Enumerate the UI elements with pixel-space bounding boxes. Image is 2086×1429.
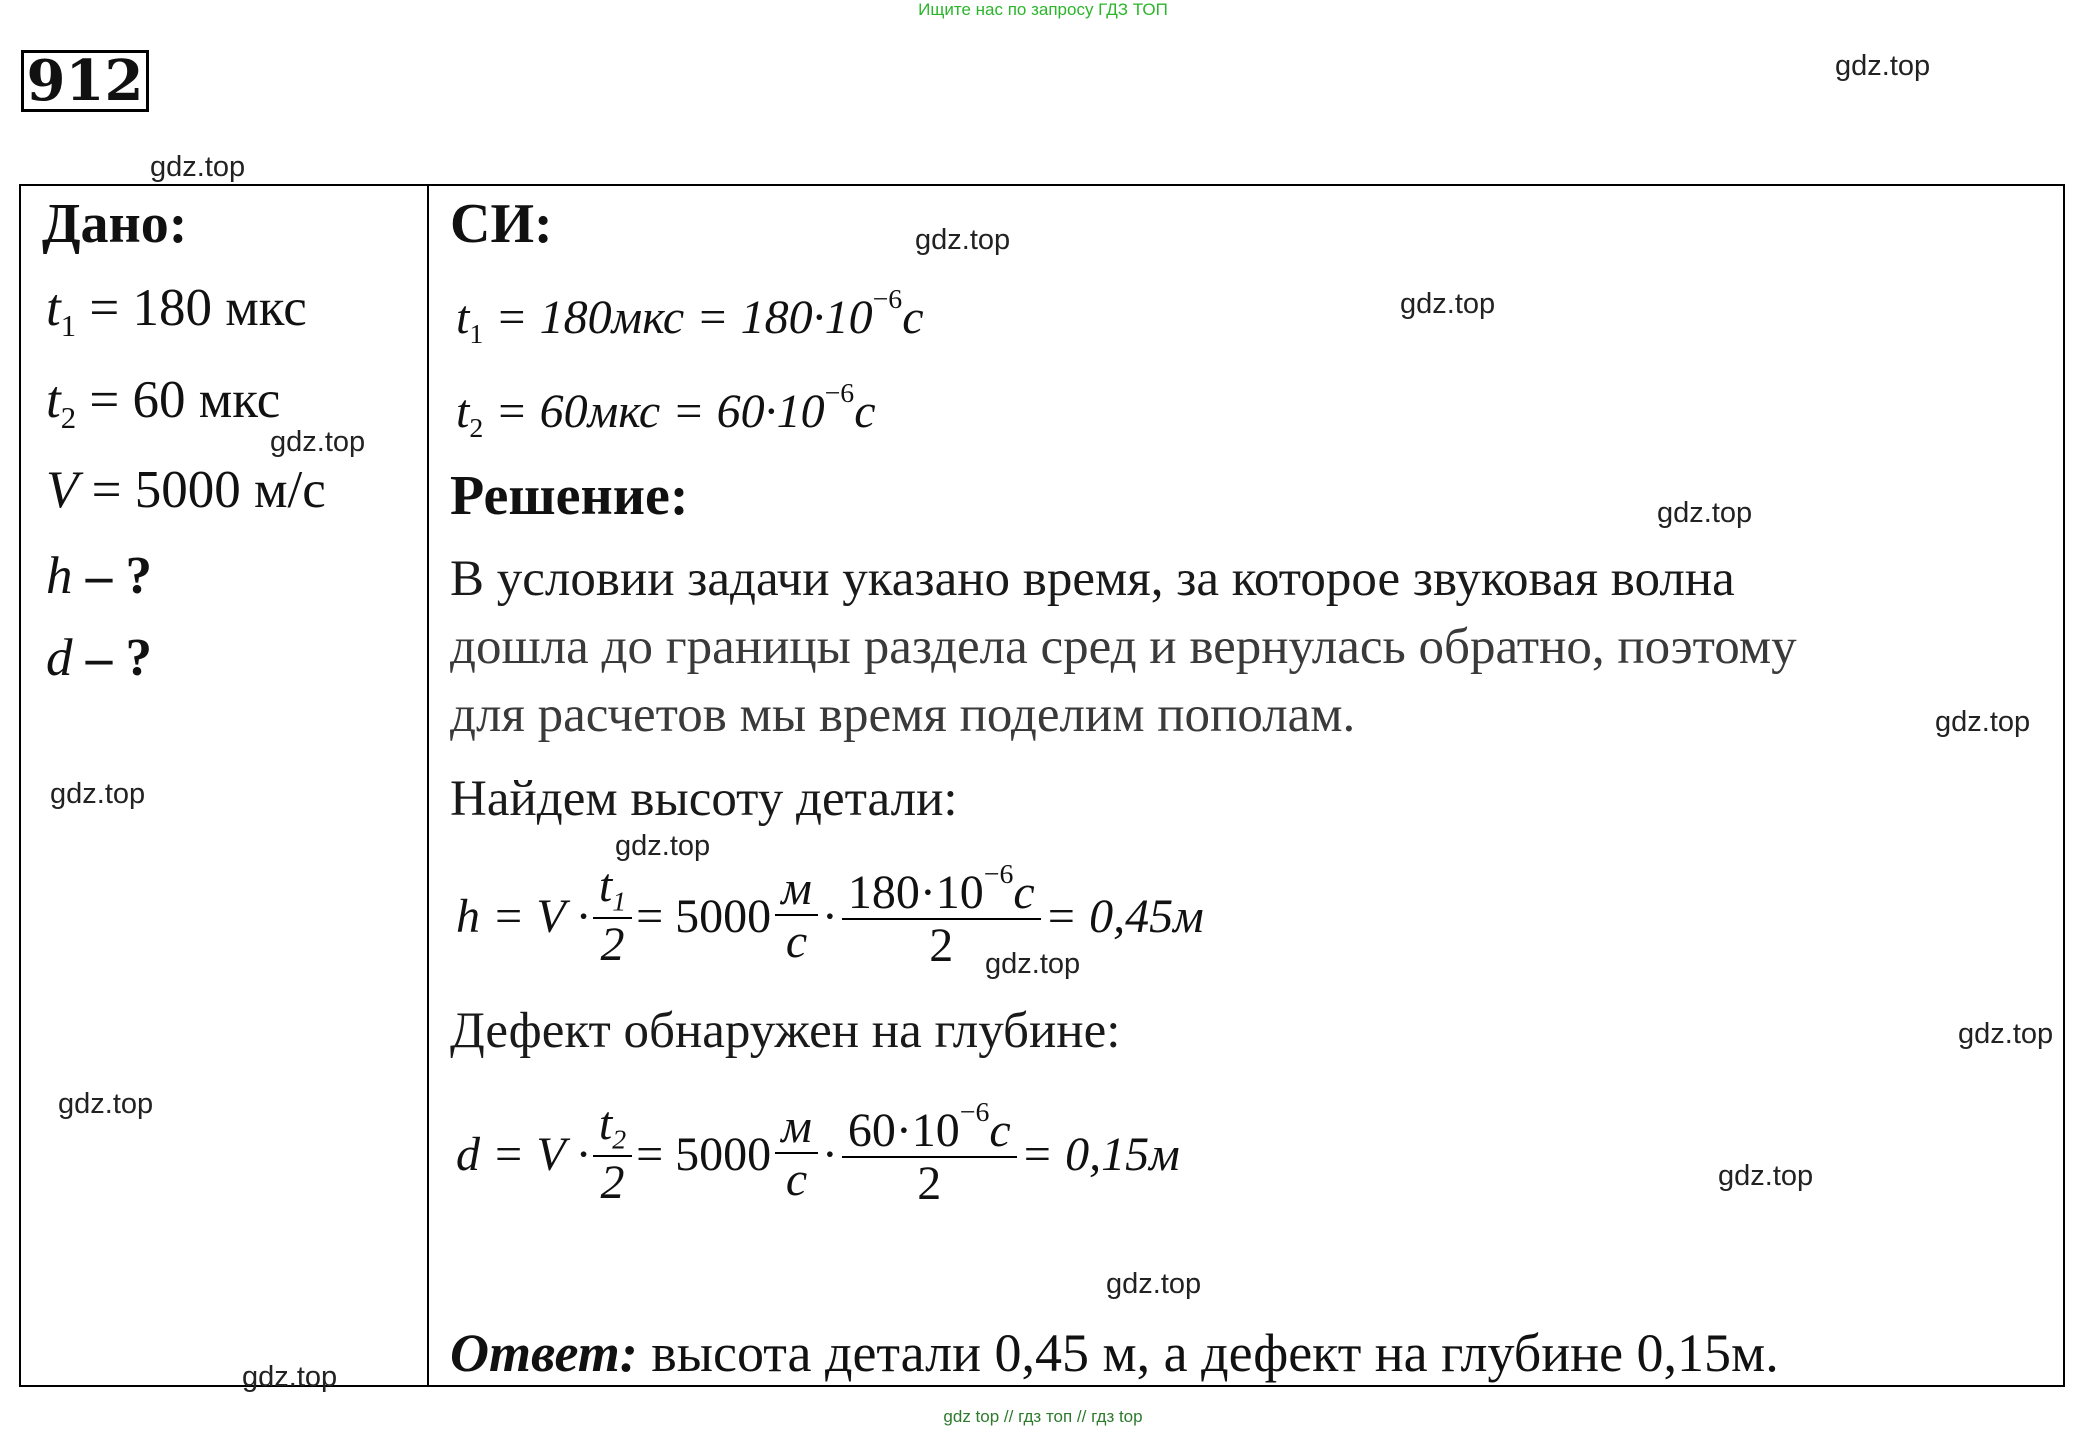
- footer-links: gdz top // гдз топ // гдз top: [943, 1407, 1143, 1426]
- watermark: gdz.top: [985, 948, 1081, 980]
- fraction-time: $\frac{60\cdot 10^{-6}с}{2}$: [842, 1098, 1017, 1211]
- given-d: d – ?: [46, 629, 152, 687]
- si-eq-t1: $t_1 = 180мкс = 180\cdot 10^{-6}с$: [456, 284, 924, 350]
- solution-line-2: дошла до границы раздела сред и вернулась обратно, поэтому: [450, 619, 1797, 675]
- top-banner: Ищите нас по запросу ГДЗ ТОП: [918, 0, 1168, 19]
- watermark: gdz.top: [1835, 50, 1931, 82]
- given-t2: $t_2 = 60$ мкс: [46, 371, 281, 435]
- watermark: gdz.top: [1106, 1268, 1202, 1300]
- fraction-unit: $\frac{м}{с}$: [775, 864, 818, 969]
- si-eq-t2: $t_2 = 60мкс = 60\cdot 10^{-6}с$: [456, 378, 876, 444]
- answer-text: высота детали 0,45 м, а дефект на глубине 0,15м.: [637, 1323, 1779, 1383]
- watermark: gdz.top: [1400, 288, 1496, 320]
- watermark: gdz.top: [50, 778, 146, 810]
- solution-line-3: для расчетов мы время поделим пополам.: [450, 687, 1356, 743]
- task-number: 912: [21, 50, 149, 112]
- solution-line-1: В условии задачи указано время, за которое звуковая волна: [450, 551, 1735, 607]
- formula-height: h = V · $\frac{t_1}{2}$ = 5000 $\frac{м}{с}$ · $\frac{180\cdot 10^{-6}с}{2}$ = 0,45м: [456, 859, 1204, 973]
- formula-depth: d = V · $\frac{t_2}{2}$ = 5000 $\frac{м}{с}$ · $\frac{60\cdot 10^{-6}с}{2}$ = 0,15м: [456, 1097, 1180, 1211]
- watermark: gdz.top: [915, 224, 1011, 256]
- find-height-text: Найдем высоту детали:: [450, 771, 958, 827]
- watermark: gdz.top: [58, 1088, 154, 1120]
- answer-label: Ответ:: [450, 1323, 638, 1383]
- column-divider: [427, 184, 429, 1387]
- given-v: V = 5000 м/с: [46, 461, 326, 519]
- given-h: h – ?: [46, 547, 152, 605]
- solution-header: Решение:: [450, 465, 689, 527]
- given-header: Дано:: [42, 193, 188, 255]
- si-header: СИ:: [450, 193, 553, 255]
- watermark: gdz.top: [270, 426, 366, 458]
- fraction-t2-over-2: $\frac{t_2}{2}$: [593, 1099, 632, 1210]
- watermark: gdz.top: [1657, 497, 1753, 529]
- watermark: gdz.top: [1935, 706, 2031, 738]
- watermark: gdz.top: [615, 830, 711, 862]
- watermark: gdz.top: [150, 151, 246, 183]
- fraction-unit: $\frac{м}{с}$: [775, 1102, 818, 1207]
- watermark: gdz.top: [1958, 1018, 2054, 1050]
- watermark: gdz.top: [1718, 1160, 1814, 1192]
- fraction-t1-over-2: $\frac{t_1}{2}$: [593, 861, 632, 972]
- answer-line: [450, 1322, 1779, 1384]
- defect-text: Дефект обнаружен на глубине:: [450, 1003, 1121, 1059]
- watermark: gdz.top: [242, 1361, 338, 1393]
- given-t1: $t_1 = 180$ мкс: [46, 279, 307, 343]
- fraction-time: $\frac{180\cdot 10^{-6}с}{2}$: [842, 860, 1041, 973]
